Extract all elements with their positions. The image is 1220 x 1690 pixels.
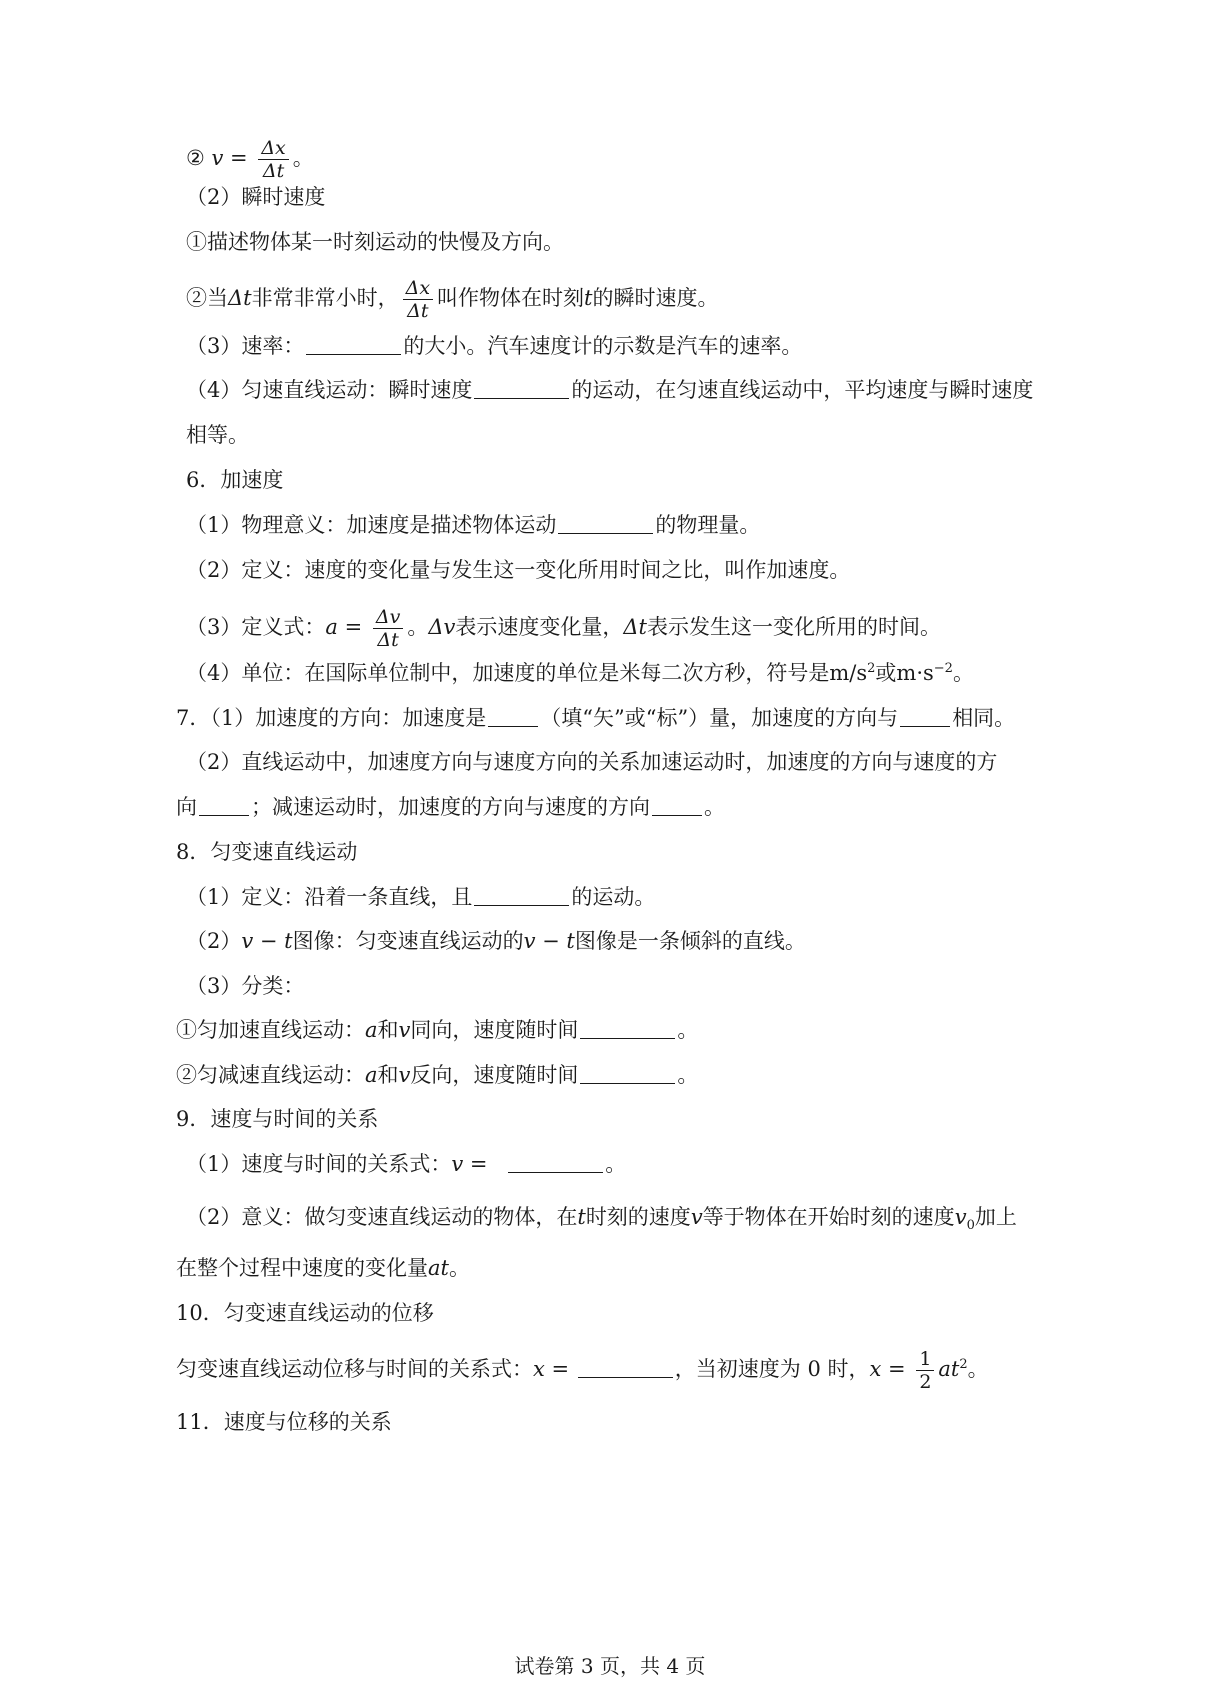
formula-var: v = bbox=[204, 146, 255, 170]
line-vt-graph: （2）v − t图像：匀变速直线运动的v − t图像是一条倾斜的直线。 bbox=[186, 929, 806, 953]
line-accel-meaning: （1）物理意义：加速度是描述物体运动 的物理量。 bbox=[186, 513, 761, 537]
fill-blank[interactable] bbox=[580, 1063, 675, 1084]
line-uniform-accelerated: ①匀加速直线运动：a和v同向，速度随时间 。 bbox=[176, 1018, 699, 1042]
fill-blank[interactable] bbox=[900, 706, 950, 727]
line-uniform-decelerated: ②匀减速直线运动：a和v反向，速度随时间 。 bbox=[176, 1063, 699, 1087]
fill-blank[interactable] bbox=[474, 378, 569, 399]
line-accel-relation-cont: 向 ；减速运动时，加速度的方向与速度的方向 。 bbox=[176, 795, 725, 819]
line-accel-direction: 7．（1）加速度的方向：加速度是 （填“矢”或“标”）量，加速度的方向与 相同。 bbox=[176, 706, 1016, 730]
line-instant-velocity-heading: （2）瞬时速度 bbox=[186, 185, 326, 209]
fraction: $\frac{1}{2}$ bbox=[916, 1348, 934, 1393]
fraction: $\frac{\Delta x}{\Delta t}$ bbox=[258, 137, 288, 182]
section-heading-uniform-accel: 8．匀变速直线运动 bbox=[176, 840, 358, 864]
line-velocity-time-formula: （1）速度与时间的关系式：v = 。 bbox=[186, 1152, 627, 1176]
section-heading-velocity-displacement: 11．速度与位移的关系 bbox=[176, 1410, 392, 1434]
page-footer: 试卷第 3 页，共 4 页 bbox=[514, 1654, 706, 1678]
line-velocity-time-meaning: （2）意义：做匀变速直线运动的物体，在t时刻的速度v等于物体在开始时刻的速度$v_0$加上 bbox=[186, 1205, 1017, 1234]
item-marker: ② bbox=[186, 146, 205, 170]
line-accel-relation: （2）直线运动中，加速度方向与速度方向的关系加速运动时，加速度的方向与速度的方 bbox=[186, 750, 998, 774]
fill-blank[interactable] bbox=[306, 334, 401, 355]
line-uniform-accel-def: （1）定义：沿着一条直线，且 的运动。 bbox=[186, 885, 656, 909]
section-heading-displacement: 10．匀变速直线运动的位移 bbox=[176, 1301, 434, 1325]
section-heading-acceleration: 6．加速度 bbox=[186, 468, 284, 492]
fill-blank[interactable] bbox=[558, 513, 653, 534]
line-instant-velocity-def: ②当Δt非常非常小时， $\frac{\Delta x}{\Delta t}$ 叫作物体在时刻t的瞬时速度。 bbox=[186, 277, 719, 322]
fraction: $\frac{\Delta v}{\Delta t}$ bbox=[373, 606, 403, 651]
line-avg-velocity-formula: ② v = $\frac{\Delta x}{\Delta t}$ 。 bbox=[186, 137, 314, 182]
line-accel-definition: （2）定义：速度的变化量与发生这一变化所用时间之比，叫作加速度。 bbox=[186, 558, 851, 582]
line-instant-velocity-desc: ①描述物体某一时刻运动的快慢及方向。 bbox=[186, 230, 564, 254]
line-accel-unit: （4）单位：在国际单位制中，加速度的单位是米每二次方秒，符号是$m/s^2$或$m\cdot s^{-2}$。 bbox=[186, 661, 974, 685]
line-speed-rate: （3）速率： 的大小。汽车速度计的示数是汽车的速率。 bbox=[186, 334, 803, 358]
line-accel-formula: （3）定义式：a = $\frac{\Delta v}{\Delta t}$ 。Δv表示速度变化量，Δt表示发生这一变化所用的时间。 bbox=[186, 606, 941, 651]
fill-blank[interactable] bbox=[578, 1357, 673, 1378]
fill-blank[interactable] bbox=[652, 795, 702, 816]
fill-blank[interactable] bbox=[199, 795, 249, 816]
fill-blank[interactable] bbox=[488, 706, 538, 727]
fraction: $\frac{\Delta x}{\Delta t}$ bbox=[403, 277, 433, 322]
section-heading-velocity-time: 9．速度与时间的关系 bbox=[176, 1107, 379, 1131]
fill-blank[interactable] bbox=[474, 885, 569, 906]
fill-blank[interactable] bbox=[580, 1018, 675, 1039]
line-classification: （3）分类： bbox=[186, 974, 305, 998]
line-uniform-motion-cont: 相等。 bbox=[186, 423, 249, 447]
fill-blank[interactable] bbox=[508, 1152, 603, 1173]
line-displacement-formula: 匀变速直线运动位移与时间的关系式：x = ，当初速度为 0 时，x = $\frac{1}{2}$ $at^2$。 bbox=[176, 1348, 989, 1393]
line-velocity-time-meaning-cont: 在整个过程中速度的变化量at。 bbox=[176, 1256, 470, 1280]
line-uniform-motion: （4）匀速直线运动：瞬时速度 的运动，在匀速直线运动中，平均速度与瞬时速度 bbox=[186, 378, 1034, 402]
